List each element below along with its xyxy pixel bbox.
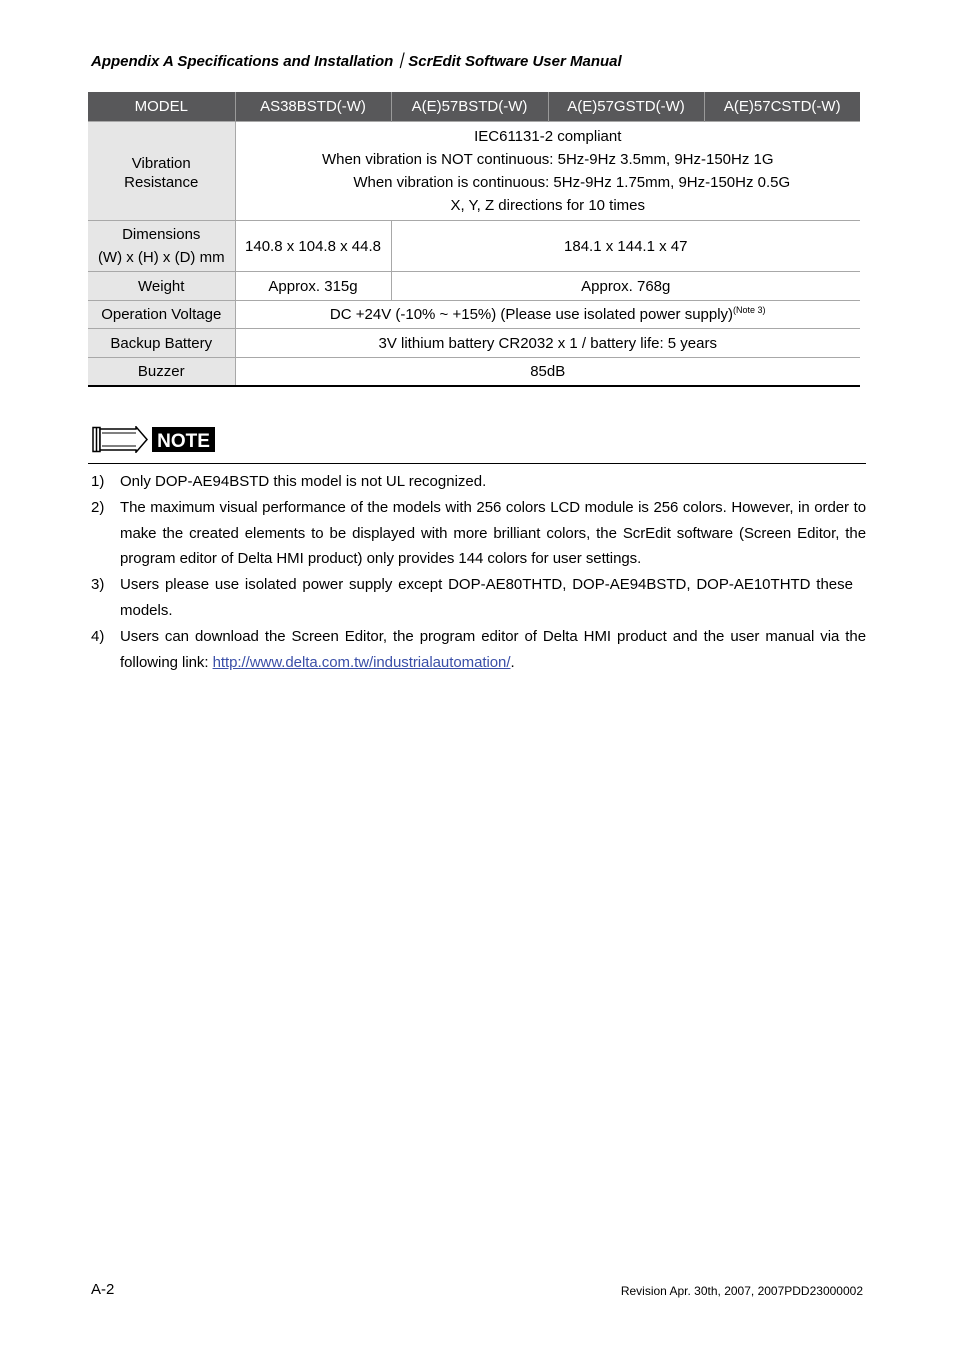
note-item-3 — [91, 572, 866, 623]
row-label-backup-battery: Backup Battery — [88, 329, 235, 358]
weight-as38: Approx. 315g — [235, 272, 391, 301]
weight-others: Approx. 768g — [391, 272, 860, 301]
vibration-line-3: When vibration is continuous: 5Hz-9Hz 1.75mm, 9Hz-150Hz 0.5G — [353, 174, 791, 191]
note-3-reference: (Note 3) — [733, 305, 766, 315]
vibration-value — [235, 122, 860, 221]
note-item-1 — [91, 469, 866, 495]
buzzer-value: 85dB — [235, 358, 860, 387]
vibration-line-4: X, Y, Z directions for 10 times — [450, 197, 646, 214]
note-text: Users can download the Screen Editor, the program editor of Delta HMI product and the user manual via the following link: http://www.delta.com.tw/industrialautomation/. — [120, 628, 866, 671]
dimensions-as38: 140.8 x 104.8 x 44.8 — [235, 221, 391, 272]
note-item-4 — [91, 624, 866, 675]
note-text: Only DOP-AE94BSTD this model is not UL recognized. — [120, 473, 487, 490]
table-header-row — [88, 92, 860, 122]
row-label-operation-voltage: Operation Voltage — [88, 301, 235, 329]
table-row-dimensions — [88, 221, 860, 272]
delta-website-link[interactable]: http://www.delta.com.tw/industrialautomation/ — [212, 653, 511, 671]
note-number: 3) — [91, 576, 105, 594]
note-logo-text: NOTE — [157, 431, 210, 452]
page-number: A-2 — [91, 1281, 115, 1298]
dimensions-others: 184.1 x 144.1 x 47 — [391, 221, 860, 272]
table-row-buzzer — [88, 358, 860, 387]
column-header-ae57gstd: A(E)57GSTD(-W) — [548, 92, 704, 122]
column-header-ae57cstd: A(E)57CSTD(-W) — [704, 92, 860, 122]
specifications-table — [88, 92, 860, 387]
page-header-title: Appendix A Specifications and Installation｜ScrEdit Software User Manual — [91, 53, 622, 70]
note-number: 2) — [91, 499, 105, 517]
note-number: 4) — [91, 628, 105, 646]
note-list — [91, 469, 866, 676]
vibration-line-2: When vibration is NOT continuous: 5Hz-9Hz 3.5mm, 9Hz-150Hz 1G — [321, 151, 774, 168]
table-row-operation-voltage — [88, 301, 860, 329]
revision-info: Revision Apr. 30th, 2007, 2007PDD23000002 — [620, 1284, 863, 1298]
table-row-weight — [88, 272, 860, 301]
column-header-as38bstd: AS38BSTD(-W) — [235, 92, 391, 122]
vibration-line-1: IEC61131-2 compliant — [474, 128, 622, 145]
column-header-ae57bstd: A(E)57BSTD(-W) — [391, 92, 548, 122]
note-item-2 — [91, 495, 866, 572]
table-row-backup-battery — [88, 329, 860, 358]
row-label-buzzer: Buzzer — [88, 358, 235, 387]
note-divider — [88, 463, 866, 464]
table-row-vibration — [88, 122, 860, 221]
row-label-dimensions: Dimensions (W) x (H) x (D) mm — [88, 221, 235, 272]
operation-voltage-value: DC +24V (-10% ~ +15%) (Please use isolated power supply)$^{(Note 3)}$ — [235, 301, 860, 329]
note-text: Users please use isolated power supply except DOP-AE80THTD, DOP-AE94BSTD, DOP-AE10THTD these models. — [120, 576, 853, 619]
row-label-vibration: Vibration Resistance — [88, 122, 235, 221]
note-icon — [92, 426, 216, 453]
column-header-model: MODEL — [88, 92, 235, 122]
backup-battery-value: 3V lithium battery CR2032 x 1 / battery life: 5 years — [235, 329, 860, 358]
note-text: The maximum visual performance of the models with 256 colors LCD module is 256 colors. However, in order to make the created elements to be displayed with more brilliant colors, the ScrEdit software (Screen Editor, the program editor of Delta HMI product) only provides 144 colors for user settings. — [120, 499, 866, 568]
note-number: 1) — [91, 473, 105, 490]
row-label-weight: Weight — [88, 272, 235, 301]
